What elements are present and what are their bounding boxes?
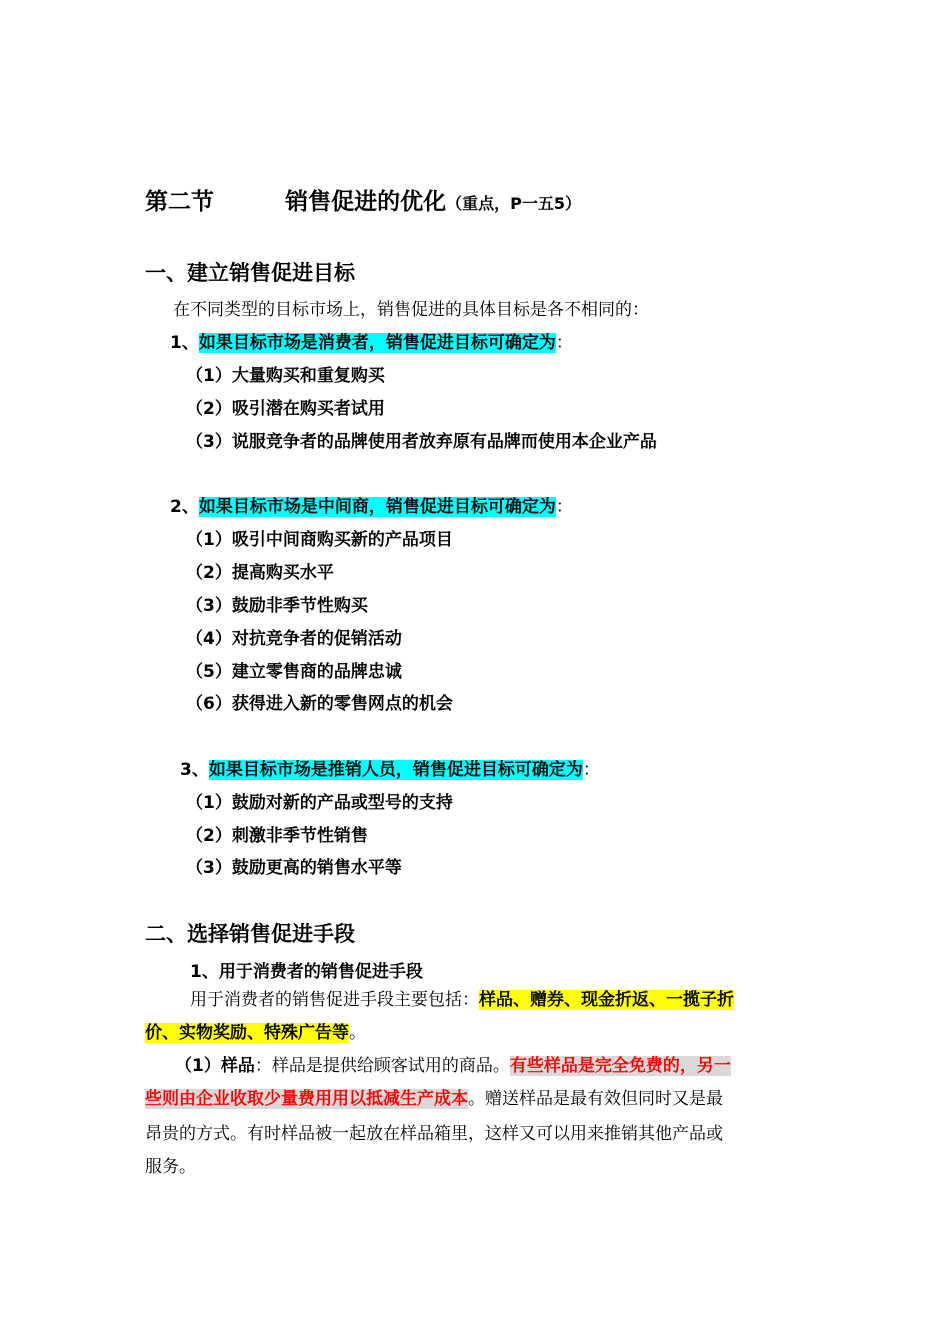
- group1-colon: ：: [555, 333, 573, 353]
- group3-item: （2）刺激非季节性销售: [186, 826, 368, 846]
- group2-item: （1）吸引中间商购买新的产品项目: [186, 530, 453, 550]
- paragraph-2-line-4: 服务。: [145, 1157, 196, 1177]
- group3-item: （1）鼓励对新的产品或型号的支持: [186, 793, 453, 813]
- paragraph-1-line-2: [145, 1016, 366, 1050]
- section-title: [145, 183, 581, 216]
- group2-item: （2）提高购买水平: [186, 563, 334, 583]
- group1-item: （2）吸引潜在购买者试用: [186, 399, 385, 419]
- group2-item: （3）鼓励非季节性购买: [186, 596, 368, 616]
- group2-lead: 如果目标市场是中间商，销售促进目标可确定为: [198, 497, 556, 517]
- section-main-title: 销售促进的优化: [285, 189, 447, 215]
- group3-item: （3）鼓励更高的销售水平等: [186, 858, 402, 878]
- group1-heading: [170, 328, 573, 353]
- group1-lead: 如果目标市场是消费者，销售促进目标可确定为: [198, 333, 556, 353]
- group2-colon: ：: [555, 497, 573, 517]
- part2-subheading: 1、用于消费者的销售促进手段: [190, 962, 423, 982]
- paragraph-1-text: 用于消费者的销售促进手段主要包括：: [190, 990, 479, 1010]
- part2-heading: 二、选择销售促进手段: [145, 922, 355, 946]
- group1-item: （1）大量购买和重复购买: [186, 366, 385, 386]
- paragraph-2-text-b: 。赠送样品是最有效但同时又是最: [468, 1089, 723, 1109]
- section-note: （重点，P一五5）: [446, 194, 581, 213]
- part1-intro: 在不同类型的目标市场上，销售促进的具体目标是各不相同的：: [173, 300, 649, 320]
- group3-heading: [180, 755, 600, 780]
- group3-colon: ：: [582, 760, 600, 780]
- paragraph-2-line-2: [145, 1082, 723, 1116]
- group3-lead: 如果目标市场是推销人员，销售促进目标可确定为: [208, 760, 583, 780]
- paragraph-2-label: （1）样品: [175, 1056, 255, 1076]
- group2-item: （6）获得进入新的零售网点的机会: [186, 694, 453, 714]
- group2-heading: [170, 492, 573, 517]
- paragraph-1-highlight-a: 样品、赠券、现金折返、一揽子折: [479, 990, 734, 1010]
- group2-number: 2、: [170, 497, 199, 517]
- part1-heading: 一、建立销售促进目标: [145, 261, 355, 285]
- group2-item: （4）对抗竞争者的促销活动: [186, 629, 402, 649]
- paragraph-1-highlight-b: 价、实物奖励、特殊广告等: [145, 1023, 349, 1043]
- section-label: 第二节: [145, 189, 214, 215]
- paragraph-1-end: 。: [349, 1023, 366, 1043]
- paragraph-2-text-a: ：样品是提供给顾客试用的商品。: [254, 1056, 510, 1076]
- group3-number: 3、: [180, 760, 209, 780]
- paragraph-2-line-3: 昂贵的方式。有时样品被一起放在样品箱里，这样又可以用来推销其他产品或: [145, 1124, 723, 1144]
- group1-number: 1、: [170, 333, 199, 353]
- group2-item: （5）建立零售商的品牌忠诚: [186, 662, 402, 682]
- paragraph-2-red-a: 有些样品是完全免费的，另一: [509, 1056, 731, 1076]
- group1-item: （3）说服竞争者的品牌使用者放弃原有品牌而使用本企业产品: [186, 432, 657, 452]
- paragraph-1-line-1: [190, 983, 734, 1017]
- paragraph-2-red-b: 些则由企业收取少量费用用以抵减生产成本: [145, 1089, 468, 1109]
- paragraph-2-line-1: [175, 1049, 731, 1083]
